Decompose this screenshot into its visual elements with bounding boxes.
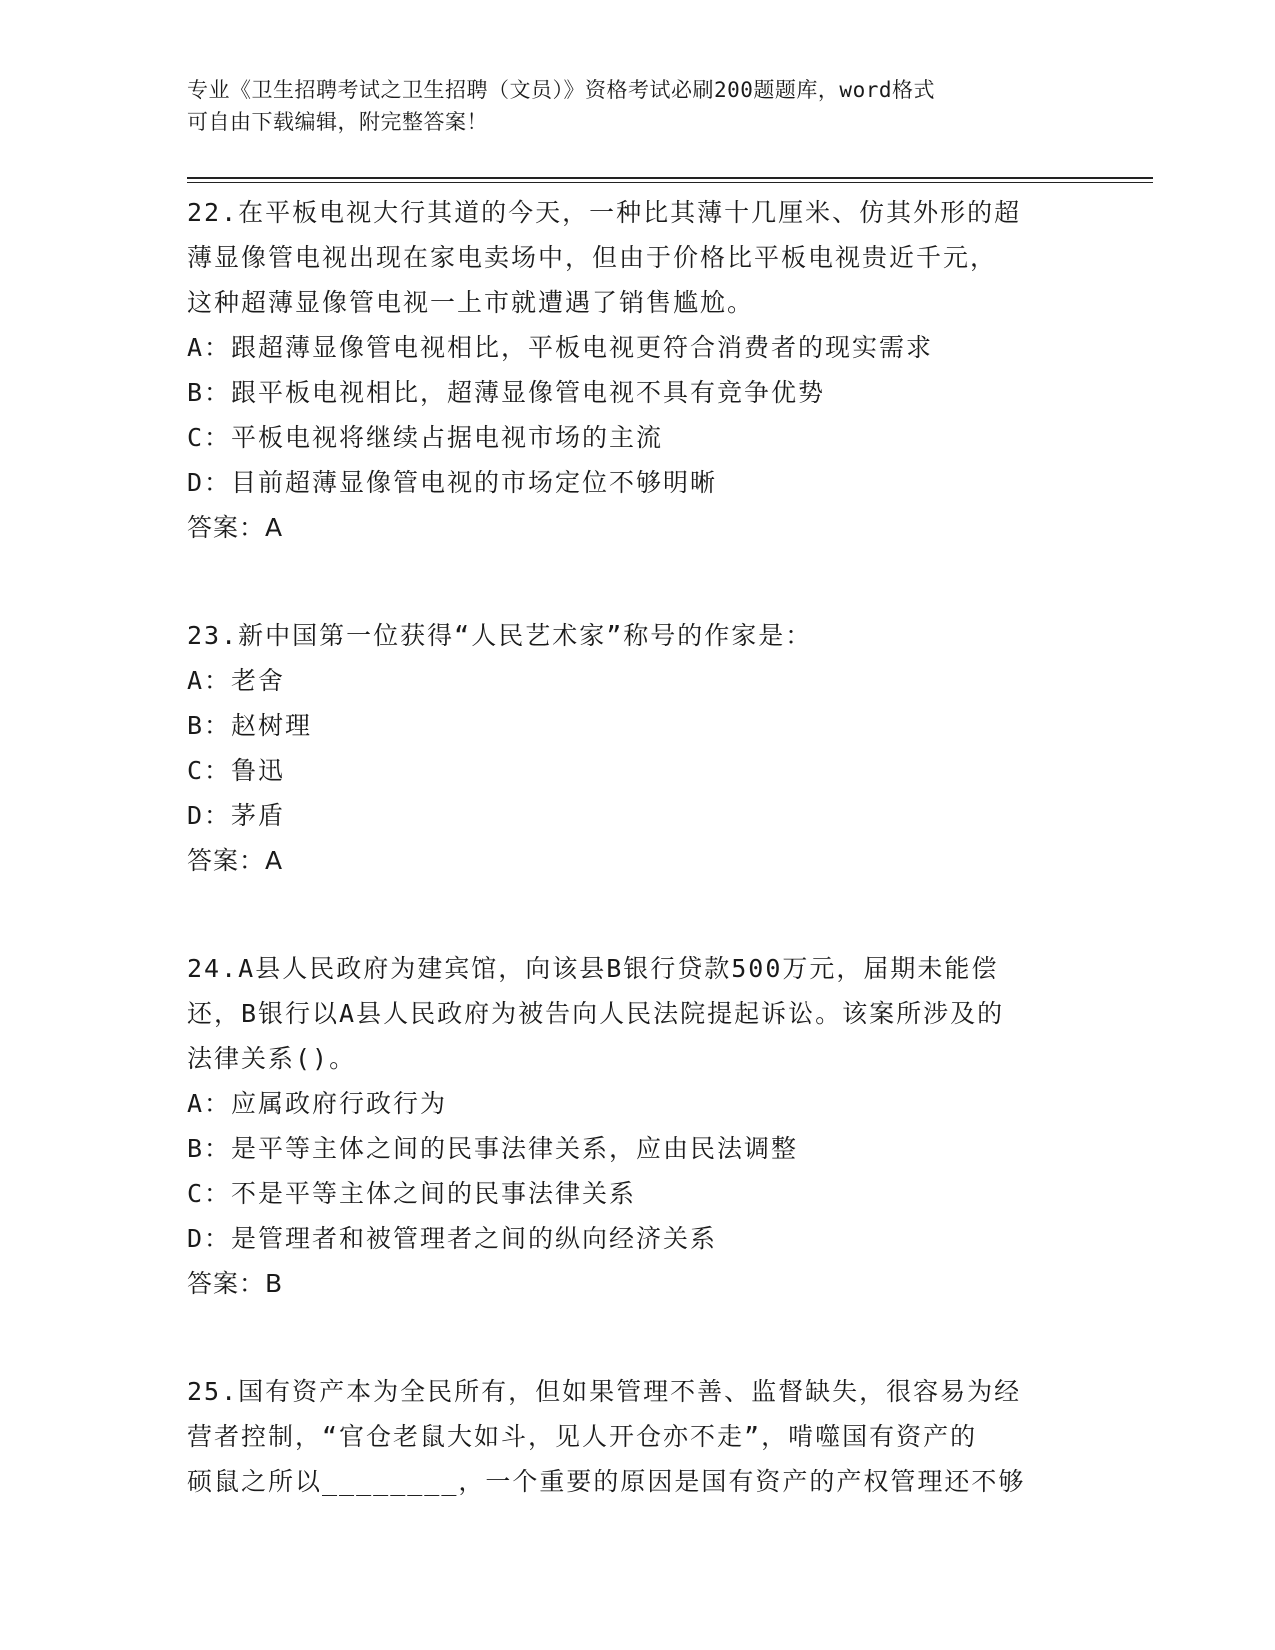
question-25 xyxy=(187,1369,1087,1504)
question-stem xyxy=(187,613,1087,658)
option-a: A：老舍 xyxy=(187,666,286,695)
stem-line: 23.新中国第一位获得“人民艺术家”称号的作家是： xyxy=(187,621,813,650)
stem-line: 薄显像管电视出现在家电卖场中，但由于价格比平板电视贵近千元， xyxy=(187,243,998,272)
stem-line: 营者控制，“官仓老鼠大如斗，见人开仓亦不走”，啃噬国有资产的 xyxy=(187,1422,978,1451)
question-stem xyxy=(187,1369,1087,1504)
header-divider-thin xyxy=(187,182,1153,183)
answer-line: 答案：A xyxy=(187,846,284,875)
option-b: B：跟平板电视相比，超薄显像管电视不具有竞争优势 xyxy=(187,378,826,407)
question-stem xyxy=(187,190,1087,325)
stem-line: 还，B银行以A县人民政府为被告向人民法院提起诉讼。该案所涉及的 xyxy=(187,999,1005,1028)
option-b: B：是平等主体之间的民事法律关系，应由民法调整 xyxy=(187,1134,799,1163)
question-24 xyxy=(187,946,1087,1306)
stem-line: 这种超薄显像管电视一上市就遭遇了销售尴尬。 xyxy=(187,288,755,317)
document-header xyxy=(187,74,1087,138)
question-22 xyxy=(187,190,1087,550)
header-line-2: 可自由下载编辑，附完整答案！ xyxy=(187,110,488,134)
option-d: D：是管理者和被管理者之间的纵向经济关系 xyxy=(187,1224,718,1253)
stem-line: 24.A县人民政府为建宾馆，向该县B银行贷款500万元，届期未能偿 xyxy=(187,954,999,983)
option-a: A：跟超薄显像管电视相比，平板电视更符合消费者的现实需求 xyxy=(187,333,934,362)
option-a: A：应属政府行政行为 xyxy=(187,1089,448,1118)
question-list xyxy=(187,190,1087,1504)
option-c: C：平板电视将继续占据电视市场的主流 xyxy=(187,423,664,452)
question-stem xyxy=(187,946,1087,1081)
option-b: B：赵树理 xyxy=(187,711,313,740)
question-spacer xyxy=(187,1306,1087,1369)
stem-line: 22.在平板电视大行其道的今天，一种比其薄十几厘米、仿其外形的超 xyxy=(187,198,1022,227)
question-23 xyxy=(187,613,1087,883)
answer-line: 答案：B xyxy=(187,1269,284,1298)
question-spacer xyxy=(187,883,1087,946)
header-line-1: 专业《卫生招聘考试之卫生招聘（文员）》资格考试必刷200题题库，word格式 xyxy=(187,78,935,102)
option-c: C：不是平等主体之间的民事法律关系 xyxy=(187,1179,637,1208)
option-c: C：鲁迅 xyxy=(187,756,286,785)
option-d: D：茅盾 xyxy=(187,801,286,830)
stem-line: 硕鼠之所以________，一个重要的原因是国有资产的产权管理还不够 xyxy=(187,1467,1026,1496)
header-divider-thick xyxy=(187,177,1153,179)
stem-line: 25.国有资产本为全民所有，但如果管理不善、监督缺失，很容易为经 xyxy=(187,1377,1022,1406)
answer-line: 答案：A xyxy=(187,513,284,542)
option-d: D：目前超薄显像管电视的市场定位不够明晰 xyxy=(187,468,718,497)
question-spacer xyxy=(187,550,1087,613)
stem-line: 法律关系()。 xyxy=(187,1044,357,1073)
